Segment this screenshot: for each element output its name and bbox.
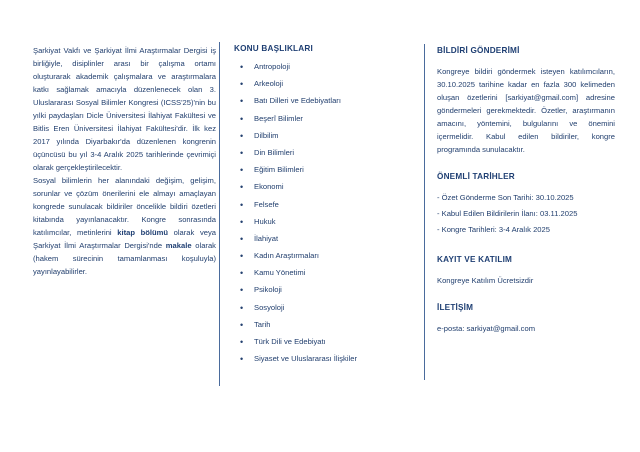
right-divider: [424, 44, 425, 380]
intro-paragraph-2-part-a: Sosyal bilimlerin her alanındaki değişim, gelişim, sorunlar ve çözüm önerilerini ele almayı amaçlayan kongrede sunulacak bildiriler öncelikle bildiri özetleri kitabında yayınlanacaktır. Kongre sonrasında katılımcılar, metinlerini: [33, 176, 216, 237]
topic-item: • Arkeoloji: [240, 78, 424, 95]
date-item: - Kongre Tarihleri: 3-4 Aralık 2025: [437, 225, 550, 234]
intro-paragraph-2: [33, 174, 216, 278]
topic-item: • Beşerî Bilimler: [240, 113, 424, 130]
submission-heading: BİLDİRİ GÖNDERİMİ: [437, 46, 520, 55]
topics-heading: KONU BAŞLIKLARI: [234, 44, 313, 53]
topic-item: • Türk Dili ve Edebiyatı: [240, 336, 424, 353]
contact-heading: İLETİŞİM: [437, 303, 474, 312]
submission-text: Kongreye bildiri göndermek isteyen katılımcıların, 30.10.2025 tarihine kadar en fazla 300 kelimeden oluşan özetlerini [sarkiyat@gmail.com] adresine göndermeleri gerekmektedir. Özetler, araştırmanın amacını, yöntemini, bulgularını ve önemini içermelidir. Kabul edilen bildiriler, kongre programında sunulacaktır.: [437, 67, 615, 154]
dates-heading: ÖNEMLİ TARİHLER: [437, 172, 515, 181]
topics-list: [234, 61, 424, 370]
article-bold: makale: [165, 241, 192, 250]
topic-item: • Ekonomi: [240, 181, 424, 198]
contact-email[interactable]: e-posta: sarkiyat@gmail.com: [437, 324, 536, 333]
topic-item: • Psikoloji: [240, 284, 424, 301]
dates-section: [437, 170, 615, 239]
topic-item: • Kadın Araştırmaları: [240, 250, 424, 267]
intro-paragraph-2-part-c: olarak (hakem sürecinin tamamlanması koşuluyla) yayınlayabilirler.: [33, 241, 216, 276]
date-item: - Özet Gönderme Son Tarihi: 30.10.2025: [437, 193, 574, 202]
intro-paragraph-1: Şarkiyat Vakfı ve Şarkiyat İlmi Araştırmalar Dergisi iş birliğiyle, disiplinler arası bir çalışma ortamı oluşturarak akademik çalışmalara ve araştırmalara katkı sağlamak amacıyla düzenlenecek olan 3. Uluslararası Sosyal Bilimler Kongresi (ICSS'25)'nin bu yılki paydaşları Dicle Üniversitesi İlahiyat Fakültesi ve Bitlis Eren Üniversitesi İlahiyat Fakültesi'dir. İlk kez 2017 yılında Diyarbakır'da düzenlenen kongrenin üçüncüsü bu yıl 3-4 Aralık 2025 tarihlerinde çevrimiçi olarak gerçekleştirilecektir.: [33, 46, 216, 172]
registration-text: Kongreye Katılım Ücretsizdir: [437, 276, 534, 285]
intro-column: [33, 44, 216, 278]
contact-section: [437, 301, 615, 335]
topics-column: [234, 44, 424, 370]
topic-item: • Kamu Yönetimi: [240, 267, 424, 284]
topic-item: • Hukuk: [240, 216, 424, 233]
left-divider: [219, 42, 220, 386]
topic-item: • İlahiyat: [240, 233, 424, 250]
topic-item: • Eğitim Bilimleri: [240, 164, 424, 181]
intro-paragraph-2-part-b: olarak veya Şarkiyat İlmi Araştırmalar Dergisi'nde: [33, 228, 216, 250]
topic-item: • Sosyoloji: [240, 302, 424, 319]
topic-item: • Dilbilim: [240, 130, 424, 147]
info-column: [437, 44, 615, 335]
registration-section: [437, 253, 615, 287]
topic-item: • Batı Dilleri ve Edebiyatları: [240, 95, 424, 112]
topic-item: • Siyaset ve Uluslararası İlişkiler: [240, 353, 424, 370]
topic-item: • Antropoloji: [240, 61, 424, 78]
book-chapter-bold: kitap bölümü: [117, 228, 169, 237]
topic-item: • Felsefe: [240, 199, 424, 216]
registration-heading: KAYIT VE KATILIM: [437, 255, 513, 264]
date-item: - Kabul Edilen Bildirilerin İlanı: 03.11.2025: [437, 209, 578, 218]
topic-item: • Tarih: [240, 319, 424, 336]
topic-item: • Din Bilimleri: [240, 147, 424, 164]
